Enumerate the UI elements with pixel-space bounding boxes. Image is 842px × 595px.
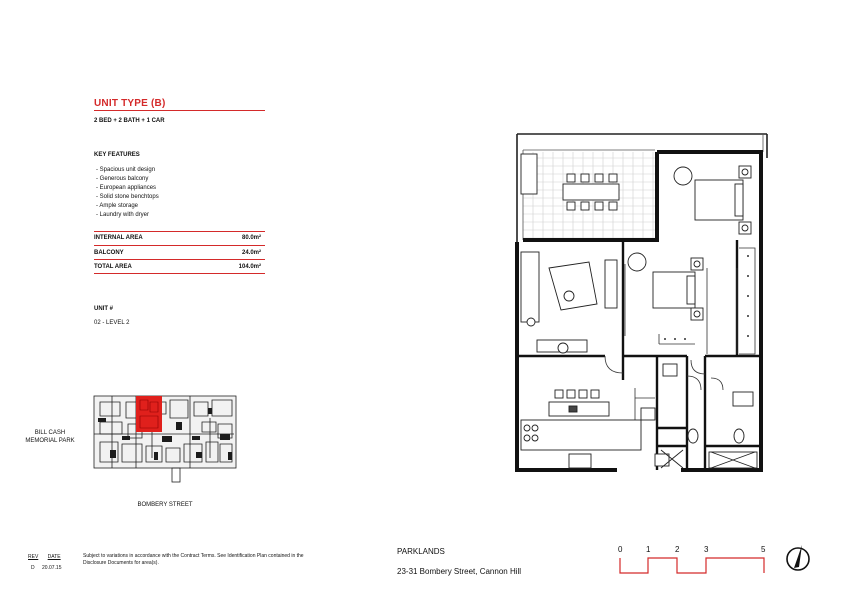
key-features-heading: KEY FEATURES <box>94 152 140 158</box>
floor-plan-drawing <box>505 128 770 483</box>
scale-tick-label: 3 <box>704 545 709 554</box>
area-divider <box>94 245 265 246</box>
unit-number-heading: UNIT # <box>94 306 114 312</box>
date-label: DATE <box>47 554 61 560</box>
area-divider <box>94 273 265 274</box>
street-label: BOMBERY STREET <box>137 502 193 508</box>
park-label: BILL CASH MEMORIAL PARK <box>25 430 75 444</box>
unit-type-title: UNIT TYPE (B) <box>94 98 166 109</box>
revision-row <box>31 565 67 571</box>
rev-label: REV <box>28 554 39 560</box>
feature-item: - Ample storage <box>96 203 139 210</box>
revision-header <box>28 554 69 560</box>
area-label: TOTAL AREA <box>94 264 132 270</box>
area-value: 24.0m² <box>241 250 261 256</box>
area-label: BALCONY <box>94 250 124 256</box>
area-divider <box>94 259 265 260</box>
feature-item: - Spacious unit design <box>96 167 156 173</box>
feature-item: - Laundry with dryer <box>96 212 150 219</box>
area-value: 80.0m² <box>241 235 261 241</box>
feature-item: - Generous balcony <box>96 176 149 183</box>
scale-bar-line <box>620 558 764 573</box>
key-features-list <box>96 166 159 221</box>
disclaimer-text: Subject to variations in accordance with the Contract Terms. See Identification Plan contained in the Disclosure Documents for area(s). <box>83 553 304 566</box>
rev-value: D <box>31 565 35 571</box>
date-value: 20.07.15 <box>42 565 62 571</box>
unit-number-value: 02 - LEVEL 2 <box>94 320 130 326</box>
scale-tick-label: 5 <box>761 545 766 554</box>
scale-bar <box>618 556 770 576</box>
project-address: 23-31 Bombery Street, Cannon Hill <box>397 567 522 576</box>
project-name: PARKLANDS <box>397 547 445 556</box>
area-value: 104.0m² <box>238 264 261 270</box>
unit-configuration: 2 BED + 2 BATH + 1 CAR <box>94 118 165 124</box>
feature-item: - Solid stone benchtops <box>96 194 159 201</box>
scale-tick-label: 1 <box>646 545 651 554</box>
feature-item: - European appliances <box>96 185 157 192</box>
scale-tick-label: 0 <box>618 545 623 554</box>
total-area-row <box>94 264 261 270</box>
area-label: INTERNAL AREA <box>94 235 143 241</box>
key-plan-diagram <box>92 394 238 486</box>
internal-area-row <box>94 235 261 241</box>
title-divider <box>94 110 265 111</box>
balcony-area-row <box>94 250 261 256</box>
north-arrow-icon <box>785 542 811 574</box>
area-divider <box>94 231 265 232</box>
scale-tick-label: 2 <box>675 545 680 554</box>
